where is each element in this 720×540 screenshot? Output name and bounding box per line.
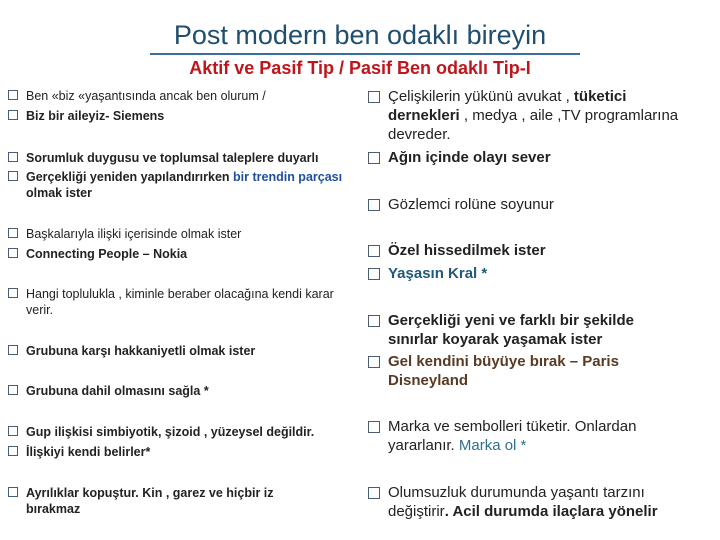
bullet-box-icon bbox=[368, 245, 380, 257]
bullet-item: Yaşasın Kral * bbox=[368, 264, 713, 283]
title-underline bbox=[150, 53, 580, 55]
bullet-box-icon bbox=[368, 91, 380, 103]
bullet-item: Başkalarıyla ilişki içerisinde olmak ister bbox=[8, 226, 368, 242]
bullet-box-icon bbox=[368, 268, 380, 280]
bullet-box-icon bbox=[8, 426, 18, 436]
bullet-box-icon bbox=[8, 90, 18, 100]
bullet-item: Ayrılıklar kopuştur. Kin , garez ve hiçbir iz bırakmaz bbox=[8, 485, 318, 517]
slide-title: Post modern ben odaklı bireyin bbox=[173, 20, 547, 50]
bullet-box-icon bbox=[8, 248, 18, 258]
bullet-item: Sorumluk duygusu ve toplumsal taleplere duyarlı bbox=[8, 150, 368, 166]
bullet-item: Olumsuzluk durumunda yaşantı tarzını değiştirir. Acil durumda ilaçlara yönelir bbox=[368, 483, 688, 521]
bullet-item: İlişkiyi kendi belirler* bbox=[8, 444, 368, 460]
slide-subtitle: Aktif ve Pasif Tip / Pasif Ben odaklı Tip-I bbox=[189, 58, 531, 78]
bullet-box-icon bbox=[8, 288, 18, 298]
bullet-box-icon bbox=[8, 171, 18, 181]
bullet-box-icon bbox=[368, 199, 380, 211]
bullet-item: Grubuna karşı hakkaniyetli olmak ister bbox=[8, 343, 368, 359]
bullet-box-icon bbox=[8, 152, 18, 162]
bullet-item: Connecting People – Nokia bbox=[8, 246, 368, 262]
bullet-item: Marka ve sembolleri tüketir. Onlardan yararlanır. Marka ol * bbox=[368, 417, 668, 455]
bullet-box-icon bbox=[8, 487, 18, 497]
bullet-box-icon bbox=[8, 110, 18, 120]
bullet-box-icon bbox=[368, 152, 380, 164]
bullet-item: Grubuna dahil olmasını sağla * bbox=[8, 383, 368, 399]
bullet-box-icon bbox=[368, 315, 380, 327]
bullet-item: Gup ilişkisi simbiyotik, şizoid , yüzeysel değildir. bbox=[8, 424, 368, 440]
bullet-item: Hangi toplulukla , kiminle beraber olacağına kendi karar verir. bbox=[8, 286, 348, 318]
bullet-box-icon bbox=[368, 421, 380, 433]
bullet-box-icon bbox=[8, 385, 18, 395]
bullet-box-icon bbox=[8, 228, 18, 238]
bullet-item: Biz bir aileyiz- Siemens bbox=[8, 108, 368, 124]
bullet-box-icon bbox=[8, 446, 18, 456]
bullet-box-icon bbox=[8, 345, 18, 355]
bullet-item: Gel kendini büyüye bırak – Paris Disneyland bbox=[368, 352, 668, 390]
bullet-item: Çelişkilerin yükünü avukat , tüketici dernekleri , medya , aile ,TV programlarına devreder. bbox=[368, 87, 713, 144]
bullet-item: Gözlemci rolüne soyunur bbox=[368, 195, 713, 214]
bullet-item: Gerçekliği yeni ve farklı bir şekilde sınırlar koyarak yaşamak ister bbox=[368, 311, 673, 349]
bullet-box-icon bbox=[368, 356, 380, 368]
bullet-item: Özel hissedilmek ister bbox=[368, 241, 713, 260]
bullet-item: Ben «biz «yaşantısında ancak ben olurum / bbox=[8, 88, 368, 104]
bullet-item: Ağın içinde olayı sever bbox=[368, 148, 713, 167]
bullet-item: Gerçekliği yeniden yapılandırırken bir trendin parçası olmak ister bbox=[8, 169, 368, 201]
bullet-box-icon bbox=[368, 487, 380, 499]
